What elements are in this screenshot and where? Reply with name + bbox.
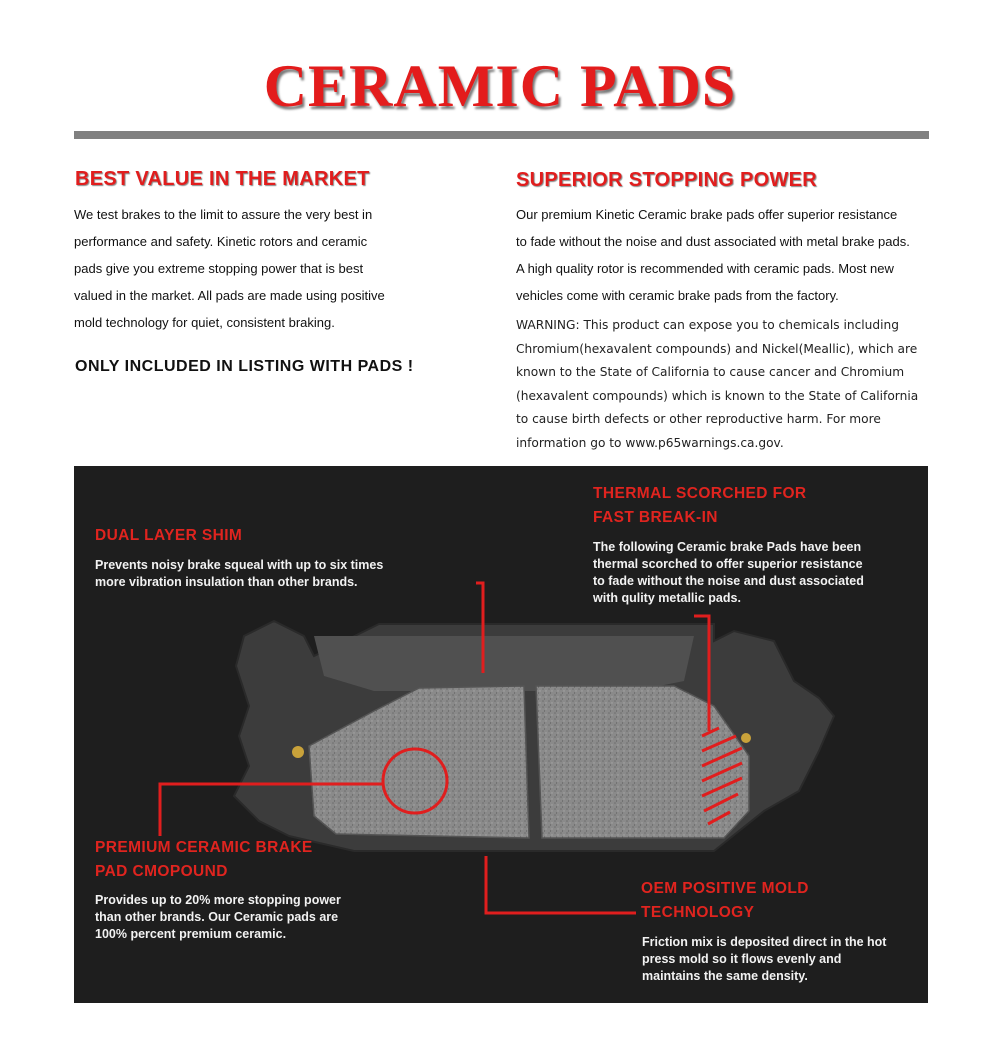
text-line: We test brakes to the limit to assure the very best in xyxy=(74,207,373,222)
text-line: press mold so it flows evenly and xyxy=(642,952,842,966)
page-title: CERAMIC PADS xyxy=(263,53,737,119)
text-line: 100% percent premium ceramic. xyxy=(95,927,287,941)
text-line: Friction mix is deposited direct in the hot xyxy=(642,935,887,949)
text-line: mold technology for quiet, consistent braking. xyxy=(74,315,335,330)
text-line: Our premium Kinetic Ceramic brake pads offer superior resistance xyxy=(516,207,898,222)
ceramic-heading xyxy=(95,836,313,884)
heading-line: OEM POSITIVE MOLD xyxy=(641,880,809,897)
feature-panel xyxy=(74,466,928,1003)
thermal-text xyxy=(593,539,864,607)
heading-line: PAD CMOPOUND xyxy=(95,863,228,880)
shim-text xyxy=(95,557,383,591)
text-line: valued in the market. All pads are made using positive xyxy=(74,288,385,303)
ceramic-text xyxy=(95,892,341,943)
stopping-power-text xyxy=(516,201,910,309)
text-line: than other brands. Our Ceramic pads are xyxy=(95,910,339,924)
warning-line: WARNING: This product can expose you to chemicals including xyxy=(516,318,899,332)
mount-hole-right xyxy=(741,733,751,743)
warning-line: Chromium(hexavalent compounds) and Nickel(Meallic), which are xyxy=(516,341,918,356)
mold-text xyxy=(642,934,886,985)
text-line: to fade without the noise and dust associated with metal brake pads. xyxy=(516,234,910,249)
listing-notice: ONLY INCLUDED IN LISTING WITH PADS ! xyxy=(75,358,414,375)
text-line: thermal scorched to offer superior resistance xyxy=(593,557,863,571)
text-line: more vibration insulation than other brands. xyxy=(95,575,358,589)
text-line: vehicles come with ceramic brake pads from the factory. xyxy=(516,288,839,303)
text-line: Provides up to 20% more stopping power xyxy=(95,893,341,907)
heading-line: FAST BREAK-IN xyxy=(593,509,718,526)
text-line: Prevents noisy brake squeal with up to six times xyxy=(95,558,384,572)
heading-line: THERMAL SCORCHED FOR xyxy=(593,485,807,502)
heading-line: TECHNOLOGY xyxy=(641,904,755,921)
text-line: with qulity metallic pads. xyxy=(593,591,741,605)
text-line: pads give you extreme stopping power that is best xyxy=(74,261,364,276)
stopping-power-heading: SUPERIOR STOPPING POWER xyxy=(516,169,818,191)
mold-callout-line xyxy=(486,856,636,913)
warning-line: known to the State of California to cause cancer and Chromium xyxy=(516,365,905,379)
text-line: The following Ceramic brake Pads have been xyxy=(593,540,862,554)
warning-line: (hexavalent compounds) which is known to the State of California xyxy=(516,388,919,403)
best-value-text xyxy=(74,201,385,336)
text-line: to fade without the noise and dust associated xyxy=(593,574,864,588)
mount-hole-left xyxy=(292,746,304,758)
prop65-warning xyxy=(516,314,918,455)
warning-line: to cause birth defects or other reproductive harm. For more xyxy=(516,412,881,426)
text-line: A high quality rotor is recommended with ceramic pads. Most new xyxy=(516,261,894,276)
thermal-heading xyxy=(593,482,807,530)
text-line: performance and safety. Kinetic rotors and ceramic xyxy=(74,234,368,249)
title-divider xyxy=(74,131,929,139)
text-line: maintains the same density. xyxy=(642,969,808,983)
shim-heading: DUAL LAYER SHIM xyxy=(95,527,243,544)
best-value-heading: BEST VALUE IN THE MARKET xyxy=(75,168,370,190)
heading-line: PREMIUM CERAMIC BRAKE xyxy=(95,839,313,856)
shim-layer xyxy=(314,636,694,691)
mold-heading xyxy=(641,877,809,925)
warning-line: information go to www.p65warnings.ca.gov. xyxy=(516,435,784,450)
